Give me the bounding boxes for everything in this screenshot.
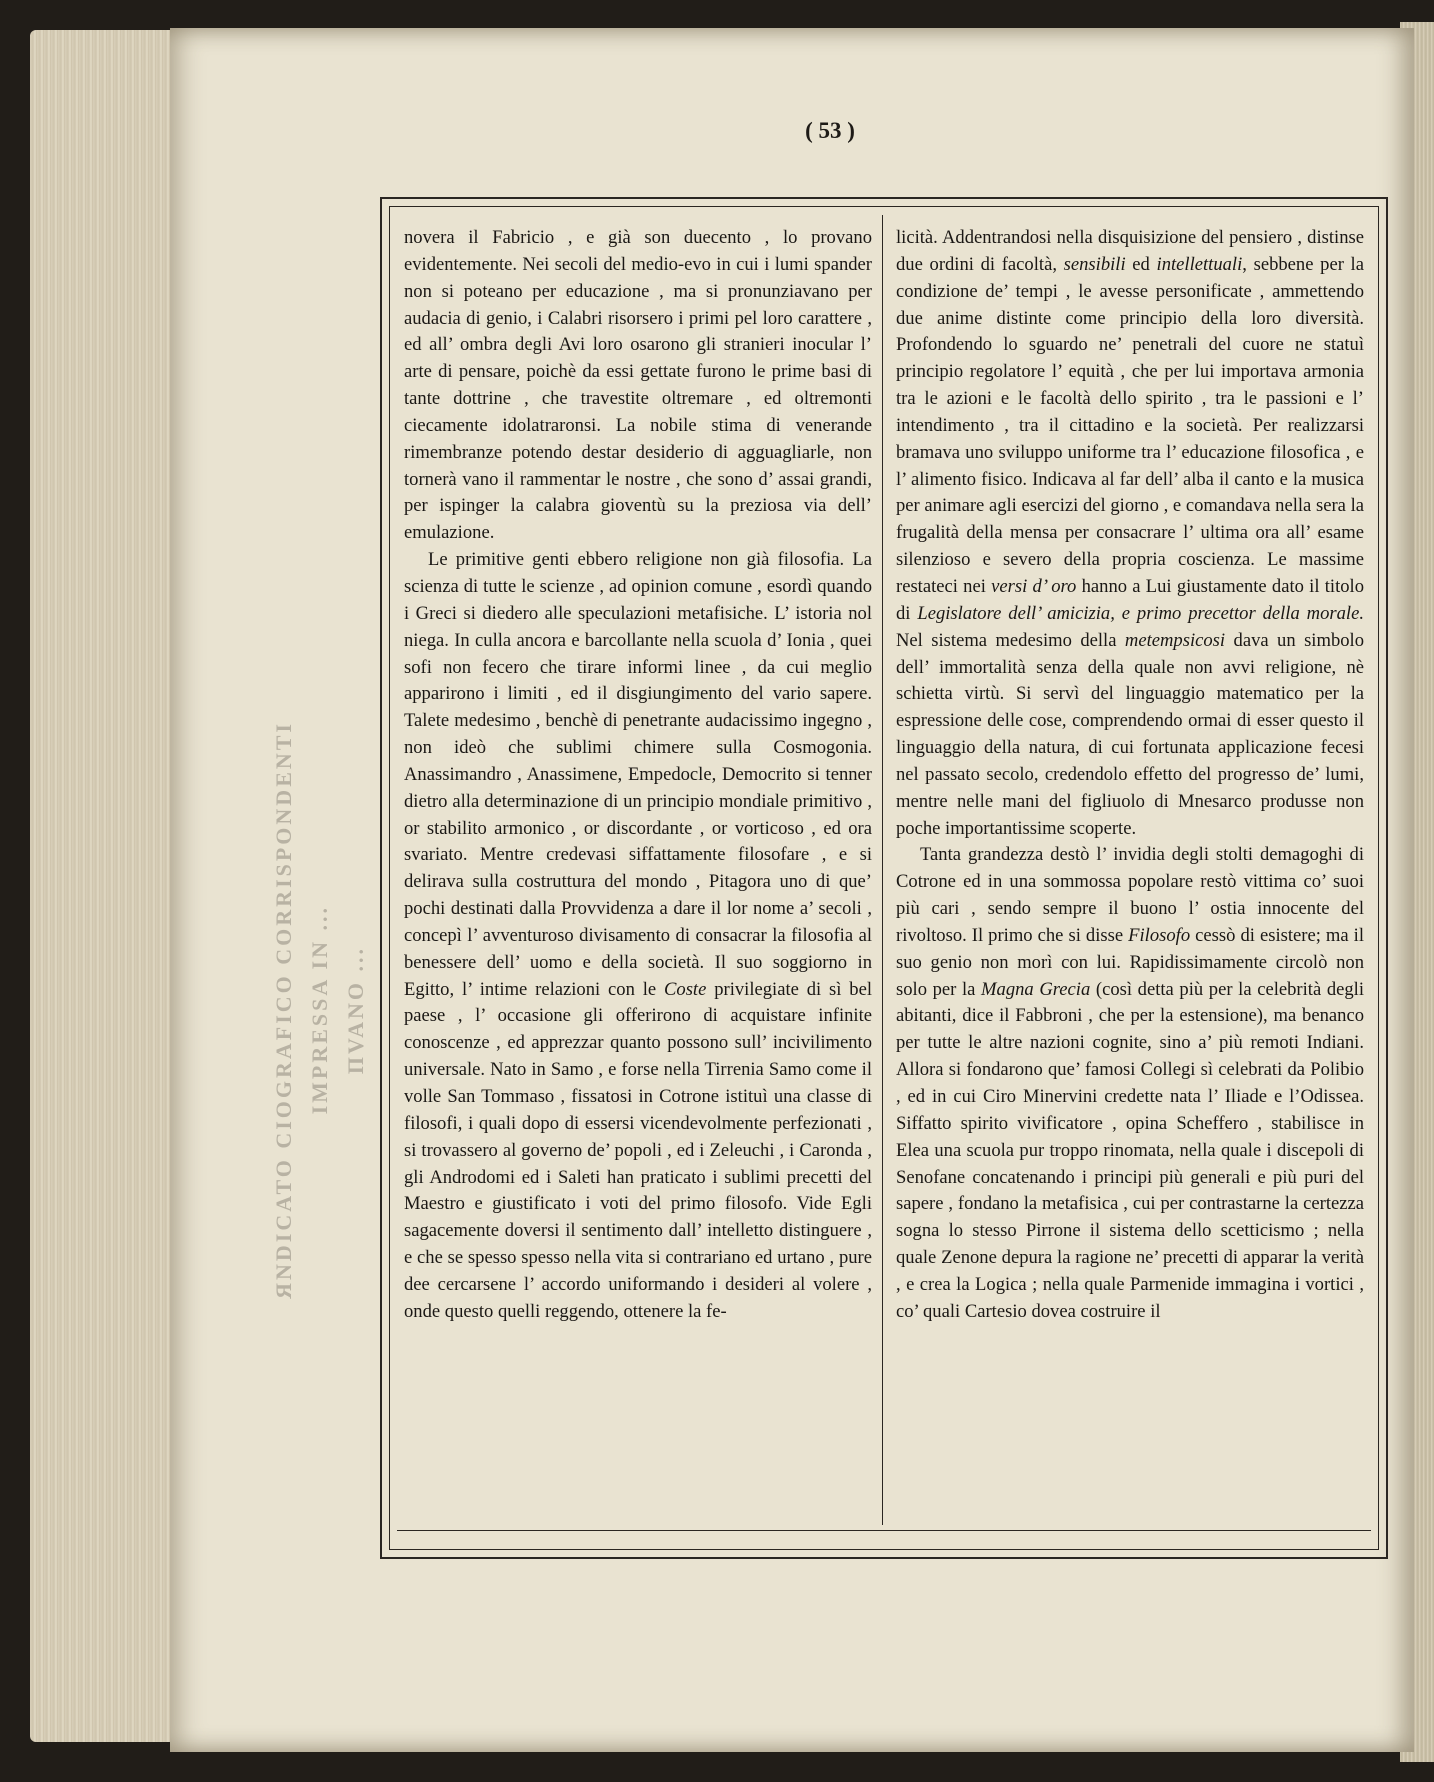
italic-term: Legislatore dell’ amicizia, e primo precettor della morale. bbox=[917, 602, 1364, 624]
bleed-through-line: IMPRESSA IN ... bbox=[307, 905, 332, 1115]
right-column bbox=[896, 225, 1364, 1326]
paragraph-text: privilegiate di sì bel paese , l’ occasione gli offerirono di acquistare infinite conoscenze , ed apprezzar quanto possono sull’ incivilimento universale. Nato in Samo , e forse nella Tirrenia Samo come il volle San Tommaso , fissatosi in Cotrone istituì una classe di filosofi, i quali dopo di essersi vicendevolmente perfezionati , si trovassero al governo de’ popoli , ed i Zeleuchi , i Caronda , gli Androdomi ed i Saleti han praticato i sublimi precetti del Maestro e giustificato i voti del primo filosofo. Vide Egli sagacemente doversi il sentimento dall’ intelletto distinguere , e che se spesso spesso nella vita si contrariano ed urtano , pure dee cercarsene l’ accordo uniformando i desideri al volere , onde questo quelli reggendo, ottenere la fe- bbox=[404, 978, 873, 1322]
paragraph bbox=[896, 842, 1364, 1325]
bottom-rule bbox=[397, 1530, 1371, 1531]
paragraph bbox=[404, 547, 872, 1325]
italic-term: Filosofo bbox=[1128, 924, 1191, 946]
paragraph-text: , sebbene per la condizione de’ tempi , le avesse personificate , ammettendo due anime distinte come principio della loro diversità. Profondendo lo sguardo ne’ penetrali del cuore ne statuì principio regolatore l’ equità , che per lui importava armonia tra le azioni e le facoltà dello spirito , tra le passioni e l’ intendimento , tra il cittadino e la società. Per realizzarsi bramava uno sviluppo uniforme tra l’ educazione filosofica , e l’ alimento fisico. Indicava al far dell’ alba il canto e la musica per animare agli esercizi del giorno , e comandava nella sera la frugalità della mensa per consacrare l’ ultima ora all’ esame silenzioso e severo della propria coscienza. Le massime restateci nei bbox=[896, 253, 1364, 597]
italic-term: metempsicosi bbox=[1124, 629, 1226, 651]
bleed-through-line: ΠVANO ... bbox=[343, 945, 368, 1075]
left-column bbox=[404, 225, 872, 1326]
italic-term: versi d’ oro bbox=[991, 575, 1077, 597]
paragraph-text: cessò di esistere; ma il suo genio non morì con lui. Rapidissimamente circolò non solo per la bbox=[896, 924, 1365, 1000]
paragraph-text: Le primitive genti ebbero religione non già filosofia. La scienza di tutte le scienze , ad opinion comune , esordì quando i Greci si diedero alle speculazioni metafisiche. L’ istoria nol niega. In culla ancora e barcollante nella scuola d’ Ionia , quei sofi non fecero che tirare informi linee , da cui meglio apparirono i limiti , ed il disgiungimento del vario sapere. Talete medesimo , benchè di penetrante audacissimo ingegno , non ideò che sublimi chimere sulla Cosmogonia. Anassimandro , Anassimene, Empedocle, Democrito si tenner dietro alla determinazione di un principio mondiale primitivo , or stabilito armonico , or discordante , or vorticoso , ed ora svariato. Mentre credevasi siffattamente filosofare , e si delirava sulla costruttura del mondo , Pitagora uno di que’ pochi destinati dalla Provvidenza a dare il lor nome a’ secoli , concepì l’ avventuroso divisamento di consacrar la filosofia al benessere dell’ uomo e della società. Il suo soggiorno in Egitto, l’ intime relazioni con le bbox=[404, 549, 872, 1000]
paragraph-text: licità. Addentrandosi nella disquisizione del pensiero , distinse due ordini di facoltà, bbox=[896, 227, 1364, 275]
paragraph-text: (così detta più per la celebrità degli abitanti, dice il Fabbroni , che per la estensione), ma benanco per tutte le altre nazioni cognite, sino a’ più remoti Indiani. Allora si fondarono que’ famosi Collegi sì celebrati da Polibio , ed in cui Ciro Minervini credette nata l’ Iliade e l’Odissea. Siffatto spirito vivificatore , opina Scheffero , stabilisce in Elea una scuola pur troppo rinomata, nella quale i discepoli di Senofane concatenando i principi più generali e più puri del sapere , fondano la metafisica , cui per contrastarne la certezza sogna lo stesso Pirrone il sistema dello scetticismo ; nella quale Zenone depura la ragione ne’ precetti di apparar la verità , e crea la Logica ; nella quale Parmenide immagina i vortici , co’ quali Cartesio dovea costruire il bbox=[896, 978, 1365, 1322]
page-number: ( 53 ) bbox=[805, 118, 855, 143]
italic-term: Coste bbox=[664, 978, 707, 1000]
paragraph-text: Nel sistema medesimo della bbox=[896, 629, 1117, 651]
paragraph bbox=[896, 225, 1364, 842]
page-edges-left bbox=[30, 30, 180, 1742]
column-divider bbox=[882, 215, 883, 1525]
bleed-through-line: ЯNDICATO CIOGRAFICO CORRISPONDENTI bbox=[271, 721, 296, 1299]
paragraph-text: ed bbox=[1132, 253, 1150, 275]
paragraph-text: Tanta grandezza destò l’ invidia degli stolti demagoghi di Cotrone ed in una sommossa popolare restò vittima co’ suoi più cari , sendo sempre il buono l’ ostia innocente del rivoltoso. Il primo che si disse bbox=[896, 844, 1364, 946]
italic-term: intellettuali bbox=[1156, 253, 1243, 275]
paragraph-text: dava un simbolo dell’ immortalità senza della quale non avvi religione, nè schietta virtù. Si servì del linguaggio matematico per la espressione delle cose, comprendendo ormai di esser questo il linguaggio della natura, di cui fortunata applicazione fecesi nel passato secolo, credendolo effetto del progresso de’ lumi, mentre nelle mani del figliuolo di Mnesarco produsse non poche importantissime scoperte. bbox=[896, 629, 1364, 839]
italic-term: Magna Grecia bbox=[981, 978, 1091, 1000]
paragraph: novera il Fabricio , e già son duecento , lo provano evidentemente. Nei secoli del medio-evo in cui i lumi spander non si poteano per educazione , ma si pronunziavano per audacia di genio, i Calabri risorsero i primi pel loro carattere , ed all’ ombra degli Avi loro osarono gli stranieri inocular l’ arte di pensare, poichè da essi gettate furono le prime basi di tante dottrine , che travestite oltremare , ed oltremonti ciecamente idolatraronsi. La nobile stima di venerande rimembranze potendo destar desiderio di agguagliarle, non tornerà vano il rammentar le nostre , che sono d’ assai grandi, per ispinger la calabra gioventù su la preziosa via dell’ emulazione. bbox=[404, 227, 872, 544]
italic-term: sensibili bbox=[1063, 253, 1126, 275]
paragraph-text: hanno a Lui giustamente dato il titolo di bbox=[896, 575, 1365, 624]
